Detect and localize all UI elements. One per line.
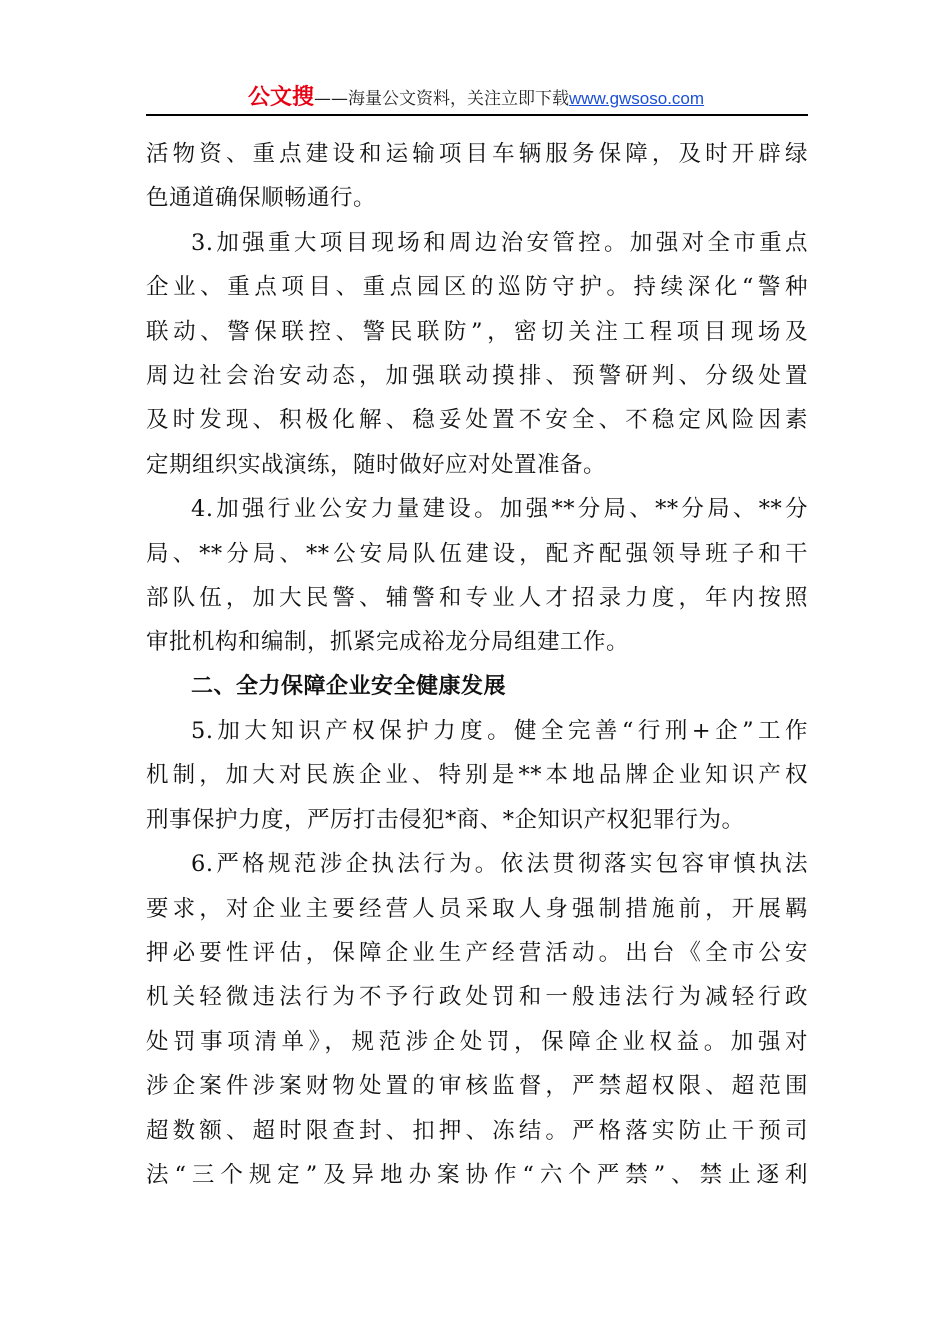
text-line: 定期组织实战演练，随时做好应对处置准备。 (146, 451, 607, 478)
text-line: 色通道确保顺畅通行。 (146, 185, 377, 212)
brand-logo-text: 公文搜 (247, 85, 314, 110)
text-line: 刑事保护力度，严厉打击侵犯*商、*企知识产权犯罪行为。 (146, 806, 745, 833)
text-line: 5.加大知识产权保护力度。健全完善“行刑+企”工作 (191, 718, 808, 745)
text-line: 6.严格规范涉企执法行为。依法贯彻落实包容审慎执法 (191, 851, 808, 878)
text-line: 联动、警保联控、警民联防”，密切关注工程项目现场及 (146, 318, 808, 345)
text-line: 局、**分局、**公安局队伍建设，配齐配强领导班子和干 (146, 540, 808, 567)
text-line: 机制，加大对民族企业、特别是**本地品牌企业知识产权 (146, 762, 808, 789)
section-heading: 二、全力保障企业安全健康发展 (191, 673, 507, 699)
header-tagline: ——海量公文资料，关注立即下载 (313, 89, 569, 109)
page-header (146, 80, 806, 116)
text-line: 要求，对企业主要经营人员采取人身强制措施前，开展羁 (146, 895, 808, 922)
text-line: 涉企案件涉案财物处置的审核监督，严禁超权限、超范围 (146, 1073, 808, 1100)
text-line: 4.加强行业公安力量建设。加强**分局、**分局、**分 (191, 496, 808, 523)
header-divider (146, 114, 808, 116)
text-line: 处罚事项清单》，规范涉企处罚，保障企业权益。加强对 (146, 1028, 808, 1055)
text-line: 部队伍，加大民警、辅警和专业人才招录力度，年内按照 (146, 584, 808, 611)
text-line: 及时发现、积极化解、稳妥处置不安全、不稳定风险因素 (146, 407, 808, 434)
site-link[interactable]: www.gwsoso.com (568, 89, 705, 108)
text-line: 超数额、超时限查封、扣押、冻结。严格落实防止干预司 (146, 1117, 808, 1144)
text-line: 审批机构和编制，抓紧完成裕龙分局组建工作。 (146, 629, 630, 656)
text-line: 机关轻微违法行为不予行政处罚和一般违法行为减轻行政 (146, 984, 808, 1011)
text-line: 3.加强重大项目现场和周边治安管控。加强对全市重点 (191, 229, 808, 256)
text-line: 押必要性评估，保障企业生产经营活动。出台《全市公安 (146, 940, 808, 967)
text-line: 法“三个规定”及异地办案协作“六个严禁”、禁止逐利 (146, 1161, 808, 1188)
text-line: 周边社会治安动态，加强联动摸排、预警研判、分级处置 (146, 362, 808, 389)
text-line: 活物资、重点建设和运输项目车辆服务保障，及时开辟绿 (146, 141, 808, 167)
document-body (146, 132, 808, 1197)
text-line: 企业、重点项目、重点园区的巡防守护。持续深化“警种 (146, 274, 808, 301)
